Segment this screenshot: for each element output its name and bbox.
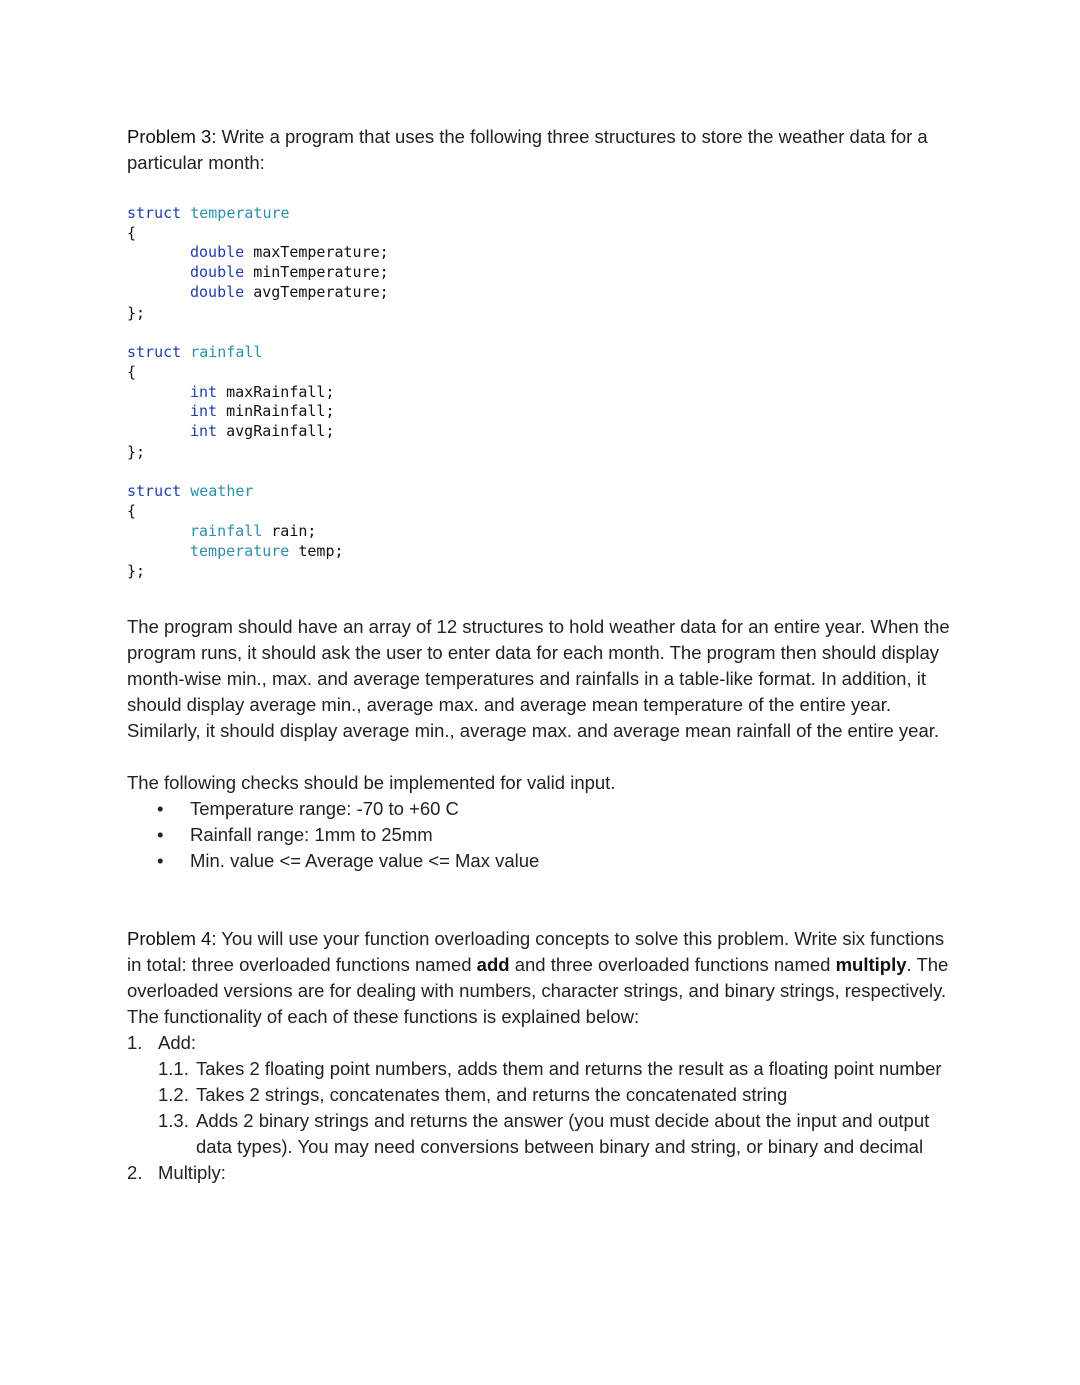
check-text: Min. value <= Average value <= Max value: [190, 849, 540, 871]
bullet-icon: •: [157, 797, 164, 819]
code-struct-name: temperature: [190, 204, 290, 222]
code-field-name: minRainfall;: [217, 402, 335, 421]
code-field-name: minTemperature;: [244, 263, 389, 282]
code-close-brace: };: [127, 303, 146, 322]
code-keyword: struct: [127, 343, 182, 362]
sub-list-number: 1.3.: [158, 1109, 189, 1131]
list-label: Multiply:: [158, 1161, 226, 1183]
problem3-intro-text: Write a program that uses the following three structures to store the weather data for a particular month:: [127, 126, 928, 173]
code-field-type: int: [190, 382, 218, 401]
list-item: [127, 796, 957, 822]
code-open-brace: {: [127, 362, 137, 381]
code-field-type: int: [190, 402, 218, 421]
code-field-name: rain;: [262, 521, 317, 540]
check-text: Temperature range: -70 to +60 C: [190, 797, 459, 819]
code-field-name: avgRainfall;: [217, 422, 335, 441]
code-struct-name: rainfall: [190, 343, 263, 362]
list-number: 1.: [127, 1031, 143, 1053]
sub-list-item: [127, 1082, 957, 1108]
code-field-type: int: [190, 422, 218, 441]
code-close-brace: };: [127, 442, 146, 461]
problem4-text-c: . The overloaded versions are for dealing with numbers, character strings, and binary strings, respectively. The functionality of each of these functions is explained below:: [127, 953, 949, 1027]
problem4-list: [127, 1030, 957, 1186]
sub-list-item: [127, 1108, 957, 1160]
document-page: [127, 124, 957, 1186]
code-struct-name: weather: [190, 482, 254, 501]
problem3-description: The program should have an array of 12 structures to hold weather data for an entire year. When the program runs, it should ask the user to enter data for each month. The program then should display month-wise min., max. and average temperatures and rainfalls in a table-like format. In addition, it should display average min., average max. and average mean temperature of the entire year. Similarly, it should display average min., average max. and average mean rainfall of the entire year.: [127, 615, 950, 741]
check-text: Rainfall range: 1mm to 25mm: [190, 823, 433, 845]
bullet-icon: •: [157, 849, 164, 871]
sub-list-item: [127, 1056, 957, 1082]
list-label: Add:: [158, 1031, 197, 1053]
code-field-type: double: [190, 263, 245, 282]
sub-list-text: Adds 2 binary strings and returns the answer (you must decide about the input and output data types). You may need conversions between binary and string, or binary and decimal: [196, 1109, 930, 1157]
code-struct-temperature: [127, 204, 957, 323]
list-number: 2.: [127, 1161, 143, 1183]
problem3-checks-intro: The following checks should be implemented for valid input.: [127, 771, 616, 793]
bullet-icon: •: [157, 823, 164, 845]
problem3-label: Problem 3:: [127, 126, 217, 147]
code-struct-weather: [127, 482, 957, 582]
sub-list-text: Takes 2 floating point numbers, adds them and returns the result as a floating point number: [196, 1057, 942, 1079]
list-item: [127, 1030, 957, 1056]
code-field-name: maxRainfall;: [217, 382, 335, 401]
code-keyword: struct: [127, 204, 182, 222]
code-open-brace: {: [127, 223, 137, 242]
bold-add: add: [476, 953, 510, 975]
problem4-text-a: You will use your function overloading concepts to solve this problem. Write six functions in total: three overloaded functions named: [127, 927, 945, 975]
code-close-brace: };: [127, 562, 146, 581]
problem3-intro: [127, 124, 957, 176]
problem4-label: Problem 4:: [127, 927, 217, 949]
code-open-brace: {: [127, 502, 137, 521]
code-field-type: rainfall: [190, 521, 263, 540]
list-item: [127, 848, 957, 874]
problem3-checks-list: [127, 796, 957, 874]
sub-list-text: Takes 2 strings, concatenates them, and returns the concatenated string: [196, 1083, 788, 1105]
list-item: [127, 1160, 957, 1186]
bold-multiply: multiply: [835, 953, 907, 975]
sub-list-number: 1.2.: [158, 1083, 189, 1105]
problem4-intro: [127, 926, 957, 1030]
code-field-name: avgTemperature;: [244, 282, 389, 301]
problem4-text-b: and three overloaded functions named: [509, 953, 836, 975]
code-field-name: temp;: [289, 541, 344, 560]
code-field-type: double: [190, 243, 245, 262]
code-struct-rainfall: [127, 343, 957, 462]
code-field-type: temperature: [190, 541, 290, 560]
list-item: [127, 822, 957, 848]
code-field-type: double: [190, 282, 245, 301]
code-field-name: maxTemperature;: [244, 243, 389, 262]
code-keyword: struct: [127, 482, 182, 501]
sub-list-number: 1.1.: [158, 1057, 189, 1079]
